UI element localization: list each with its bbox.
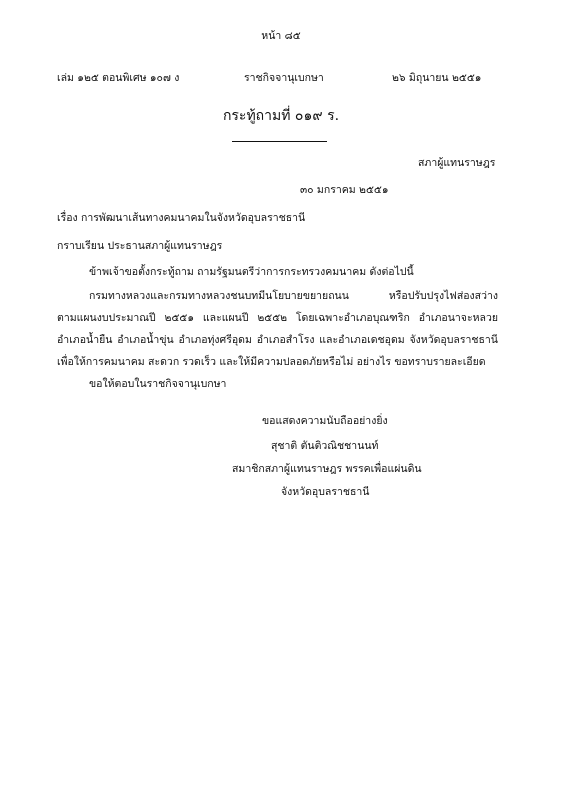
recipient-org: สภาผู้แทนราษฎร <box>418 157 496 169</box>
body-paragraph-line-4: เพื่อให้การคมนาคม สะดวก รวดเร็ว และให้มีความปลอดภัยหรือไม่ อย่างไร ขอทราบรายละเอียด <box>57 356 486 368</box>
body-paragraph-line-1: กรมทางหลวงและกรมทางหลวงชนบทมีนโยบายขยายถนน หรือปรับปรุงไฟส่องสว่าง <box>89 290 498 302</box>
page-number: หน้า ๘๕ <box>261 30 301 42</box>
subject-line: เรื่อง การพัฒนาเส้นทางคมนาคมในจังหวัดอุบลราชธานี <box>57 212 306 224</box>
signature-position: สมาชิกสภาผู้แทนราษฎร พรรคเพื่อแผ่นดิน <box>232 463 422 475</box>
gazette-date: ๒๖ มิถุนายน ๒๕๕๑ <box>392 72 482 84</box>
body-intro: ข้าพเจ้าขอตั้งกระทู้ถาม ถามรัฐมนตรีว่าการกระทรวงคมนาคม ดังต่อไปนี้ <box>89 266 414 278</box>
signature-province: จังหวัดอุบลราชธานี <box>281 486 370 498</box>
closing-request: ขอให้ตอบในราชกิจจานุเบกษา <box>89 378 227 390</box>
letter-date: ๓๐ มกราคม ๒๕๕๑ <box>300 184 389 196</box>
body-paragraph-line-3: อำเภอน้ำยืน อำเภอน้ำขุ่น อำเภอทุ่งศรีอุดม อำเภอสำโรง และอำเภอเดชอุดม จังหวัดอุบลราชธานี <box>57 334 498 346</box>
title-underline <box>232 141 327 142</box>
body-paragraph-line-2: ตามแผนงบประมาณปี ๒๕๕๑ และแผนปี ๒๕๕๒ โดยเฉพาะอำเภอบุณฑริก อำเภอนาจะหลวย <box>57 312 498 324</box>
document-title: กระทู้ถามที่ ๐๑๙ ร. <box>222 108 340 124</box>
salutation: กราบเรียน ประธานสภาผู้แทนราษฎร <box>57 240 223 252</box>
signature-respect: ขอแสดงความนับถืออย่างยิ่ง <box>262 415 388 427</box>
gazette-volume: เล่ม ๑๒๕ ตอนพิเศษ ๑๐๗ ง <box>57 72 180 84</box>
signature-name: สุชาติ ตันติวณิชชานนท์ <box>271 440 379 452</box>
gazette-name: ราชกิจจานุเบกษา <box>244 72 324 84</box>
